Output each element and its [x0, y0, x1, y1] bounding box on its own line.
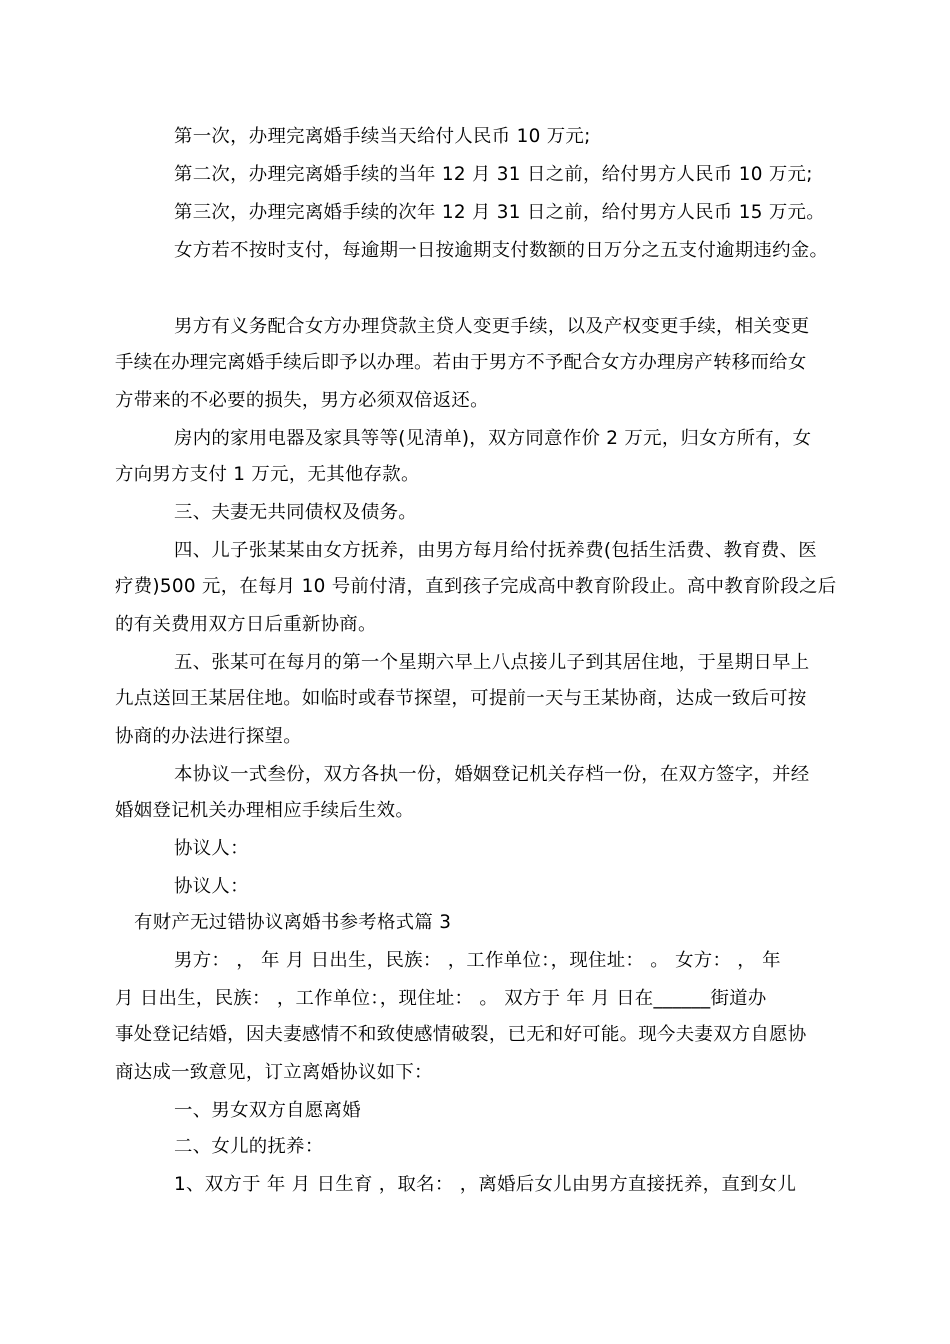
- paragraph-line: 五、张某可在每月的第一个星期六早上八点接儿子到其居住地，于星期日早上: [174, 652, 810, 673]
- paragraph-line: 商达成一致意见，订立离婚协议如下：: [115, 1062, 433, 1083]
- paragraph-line: 1、双方于 年 月 日生育 ，取名： ，离婚后女儿由男方直接抚养，直到女儿: [174, 1174, 797, 1195]
- payment-second-line: 第二次，办理完离婚手续的当年 12 月 31 日之前，给付男方人民币 10 万元;: [174, 164, 813, 185]
- signatory-label: 协议人：: [174, 838, 249, 859]
- paragraph-line: 方向男方支付 1 万元，无其他存款。: [115, 464, 420, 485]
- payment-third-line: 第三次，办理完离婚手续的次年 12 月 31 日之前，给付男方人民币 15 万元。: [174, 202, 825, 223]
- paragraph-line: 事处登记结婚，因夫妻感情不和致使感情破裂，已无和好可能。现今夫妻双方自愿协: [115, 1024, 807, 1045]
- paragraph-line: 月 日出生，民族： ，工作单位：，现住址： 。 双方于 年 月 日在______街道办: [115, 988, 767, 1009]
- paragraph-line: 方带来的不必要的损失，男方必须双倍返还。: [115, 390, 489, 411]
- paragraph-line: 本协议一式叁份，双方各执一份，婚姻登记机关存档一份，在双方签字，并经: [174, 764, 810, 785]
- paragraph-line: 的有关费用双方日后重新协商。: [115, 614, 377, 635]
- payment-first-line: 第一次，办理完离婚手续当天给付人民币 10 万元;: [174, 126, 591, 147]
- clause-one: 一、男女双方自愿离婚: [174, 1100, 361, 1121]
- signatory-label: 协议人：: [174, 876, 249, 897]
- paragraph-line: 婚姻登记机关办理相应手续后生效。: [115, 800, 415, 821]
- paragraph-line: 疗费)500 元，在每月 10 号前付清，直到孩子完成高中教育阶段止。高中教育阶段之后: [115, 576, 837, 597]
- paragraph-line: 房内的家用电器及家具等等(见清单)，双方同意作价 2 万元，归女方所有，女: [174, 428, 812, 449]
- paragraph-line: 男方： ， 年 月 日出生，民族： ，工作单位：，现住址： 。 女方： ， 年: [174, 950, 781, 971]
- clause-three: 三、夫妻无共同债权及债务。: [174, 502, 417, 523]
- clause-two: 二、女儿的抚养：: [174, 1136, 324, 1157]
- paragraph-line: 九点送回王某居住地。如临时或春节探望，可提前一天与王某协商，达成一致后可按: [115, 688, 807, 709]
- paragraph-line: 四、儿子张某某由女方抚养，由男方每月给付抚养费(包括生活费、教育费、医: [174, 540, 817, 561]
- section-heading: 有财产无过错协议离婚书参考格式篇 3: [134, 912, 452, 933]
- penalty-line: 女方若不按时支付，每逾期一日按逾期支付数额的日万分之五支付逾期违约金。: [174, 240, 829, 261]
- paragraph-line: 男方有义务配合女方办理贷款主贷人变更手续，以及产权变更手续，相关变更: [174, 316, 810, 337]
- paragraph-line: 协商的办法进行探望。: [115, 726, 302, 747]
- paragraph-line: 手续在办理完离婚手续后即予以办理。若由于男方不予配合女方办理房产转移而给女: [115, 352, 807, 373]
